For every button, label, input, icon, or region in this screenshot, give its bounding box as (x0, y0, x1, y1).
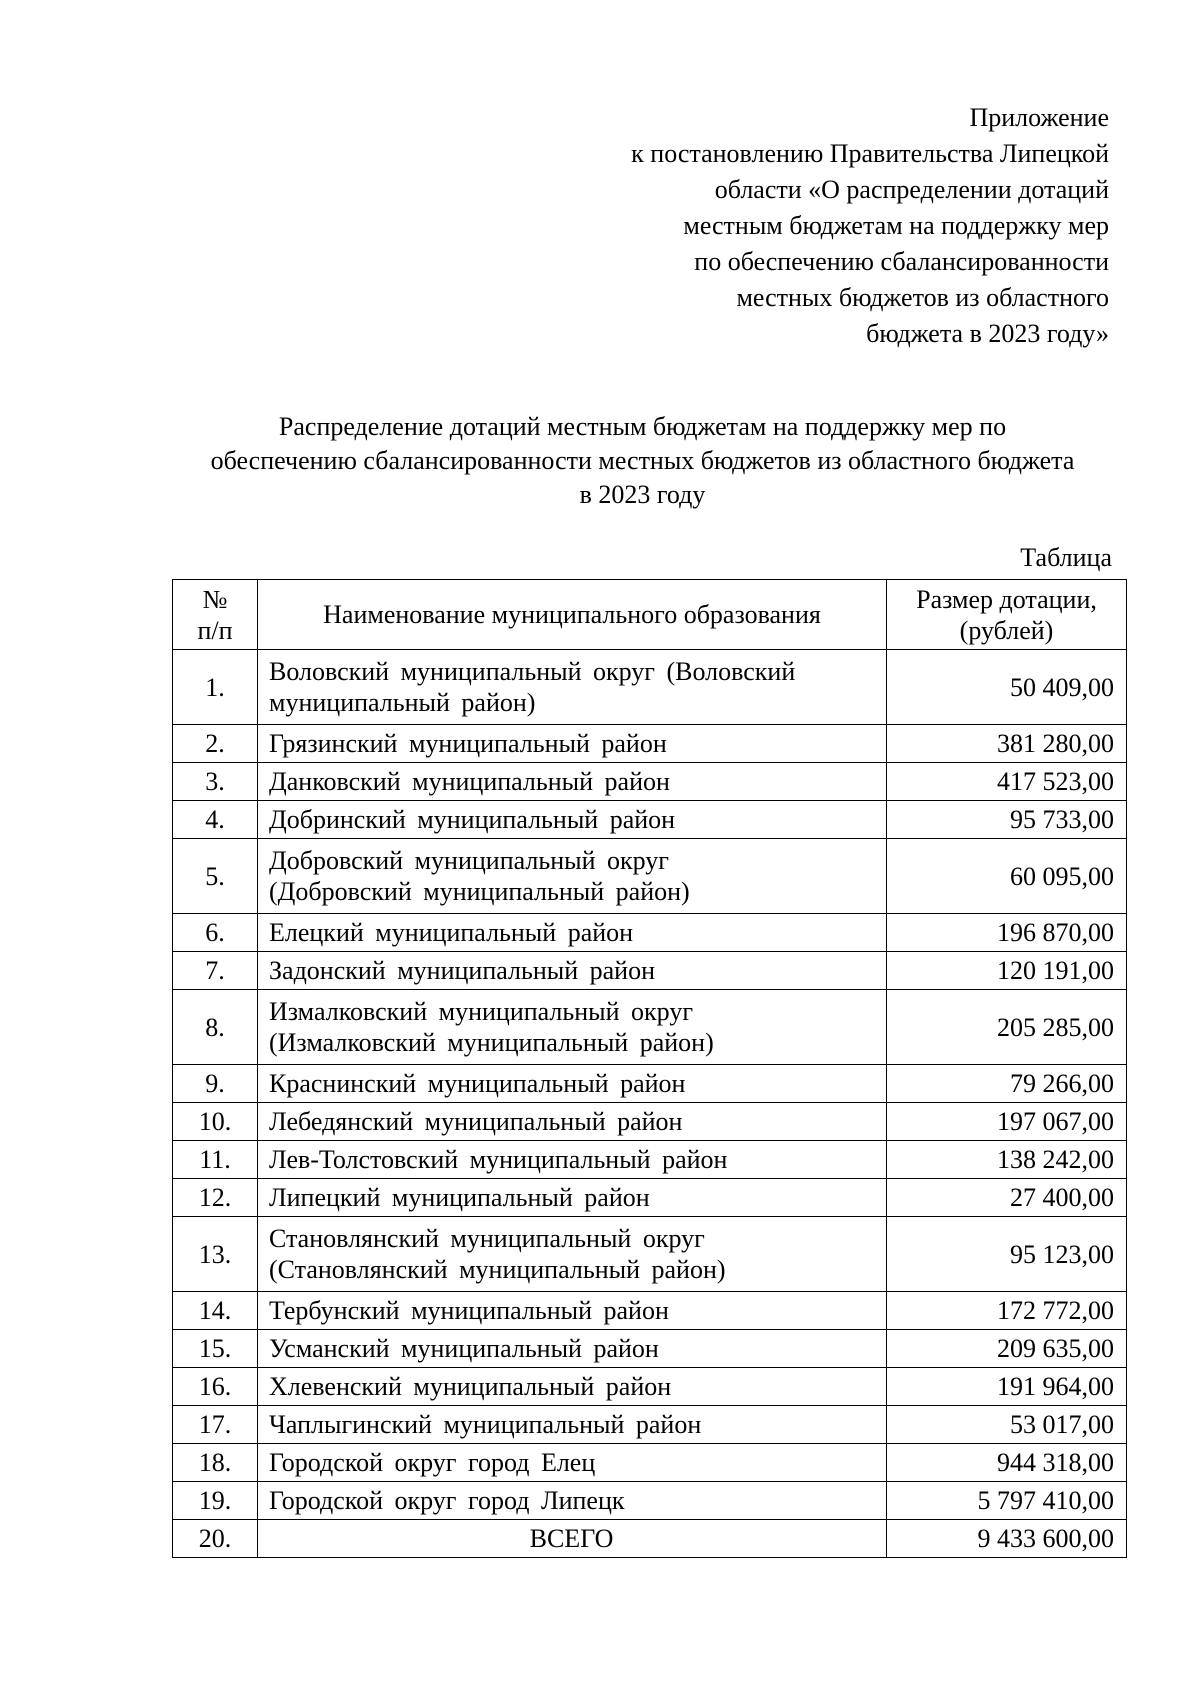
appendix-line: области «О распределении дотаций (714, 175, 1109, 204)
row-name (258, 839, 887, 914)
table-row (173, 1444, 1127, 1482)
row-name: Чаплыгинский муниципальный район (258, 1406, 887, 1444)
row-number: 12. (173, 1179, 258, 1217)
row-amount: 172 772,00 (887, 1292, 1127, 1330)
row-amount: 50 409,00 (887, 650, 1127, 725)
row-name-line: муниципальный район) (269, 688, 536, 717)
row-amount: 191 964,00 (887, 1368, 1127, 1406)
total-row (173, 1520, 1127, 1558)
row-name: Городской округ город Липецк (258, 1482, 887, 1520)
row-amount: 60 095,00 (887, 839, 1127, 914)
row-amount: 944 318,00 (887, 1444, 1127, 1482)
row-name: Лебедянский муниципальный район (258, 1103, 887, 1141)
row-number: 5. (173, 839, 258, 914)
row-name: Усманский муниципальный район (258, 1330, 887, 1368)
table-header-row (173, 580, 1127, 650)
row-name: Краснинский муниципальный район (258, 1065, 887, 1103)
row-number: 19. (173, 1482, 258, 1520)
row-number: 2. (173, 725, 258, 763)
row-number: 14. (173, 1292, 258, 1330)
row-number: 15. (173, 1330, 258, 1368)
row-name: Хлевенский муниципальный район (258, 1368, 887, 1406)
row-name: Городской округ город Елец (258, 1444, 887, 1482)
row-name-line: Становлянский муниципальный округ (269, 1224, 705, 1253)
row-number: 18. (173, 1444, 258, 1482)
total-number: 20. (173, 1520, 258, 1558)
total-label: ВСЕГО (258, 1520, 887, 1558)
title-line: в 2023 году (579, 480, 706, 509)
row-name: Грязинский муниципальный район (258, 725, 887, 763)
row-number: 3. (173, 763, 258, 801)
row-amount: 197 067,00 (887, 1103, 1127, 1141)
row-name-line: Добровский муниципальный округ (269, 846, 669, 875)
row-number: 7. (173, 952, 258, 990)
title-line: обеспечению сбалансированности местных бюджетов из областного бюджета (210, 446, 1075, 475)
table-row (173, 1482, 1127, 1520)
row-name-line: (Становлянский муниципальный район) (269, 1255, 726, 1284)
row-name (258, 650, 887, 725)
appendix-line: бюджета в 2023 году» (866, 319, 1109, 348)
row-number: 8. (173, 990, 258, 1065)
table-row (173, 1368, 1127, 1406)
table-row (173, 801, 1127, 839)
row-number: 4. (173, 801, 258, 839)
header-number (173, 580, 258, 650)
table-row (173, 725, 1127, 763)
row-number: 9. (173, 1065, 258, 1103)
row-amount: 381 280,00 (887, 725, 1127, 763)
row-amount: 209 635,00 (887, 1330, 1127, 1368)
table-row (173, 914, 1127, 952)
row-name: Задонский муниципальный район (258, 952, 887, 990)
row-amount: 417 523,00 (887, 763, 1127, 801)
row-amount: 205 285,00 (887, 990, 1127, 1065)
appendix-header (631, 100, 1109, 352)
table-row (173, 1103, 1127, 1141)
appendix-line: местным бюджетам на поддержку мер (683, 211, 1109, 240)
row-number: 1. (173, 650, 258, 725)
row-number: 6. (173, 914, 258, 952)
row-name: Лев-Толстовский муниципальный район (258, 1141, 887, 1179)
row-amount: 138 242,00 (887, 1141, 1127, 1179)
row-name: Липецкий муниципальный район (258, 1179, 887, 1217)
allocation-table (172, 579, 1127, 1558)
row-amount: 95 123,00 (887, 1217, 1127, 1292)
row-amount: 5 797 410,00 (887, 1482, 1127, 1520)
row-amount: 79 266,00 (887, 1065, 1127, 1103)
row-number: 16. (173, 1368, 258, 1406)
row-amount: 53 017,00 (887, 1406, 1127, 1444)
table-row (173, 1292, 1127, 1330)
row-name-line: (Измалковский муниципальный район) (269, 1028, 714, 1057)
row-name: Данковский муниципальный район (258, 763, 887, 801)
table-row (173, 1330, 1127, 1368)
row-number: 17. (173, 1406, 258, 1444)
table-row (173, 952, 1127, 990)
title-line: Распределение дотаций местным бюджетам на поддержку мер по (278, 412, 1007, 441)
table-row (173, 1179, 1127, 1217)
row-name (258, 1217, 887, 1292)
row-number: 13. (173, 1217, 258, 1292)
row-name (258, 990, 887, 1065)
table-row (173, 1141, 1127, 1179)
appendix-line: местных бюджетов из областного (736, 283, 1109, 312)
row-amount: 27 400,00 (887, 1179, 1127, 1217)
total-amount: 9 433 600,00 (887, 1520, 1127, 1558)
document-title (160, 410, 1125, 512)
table-row (173, 1217, 1127, 1292)
row-name: Елецкий муниципальный район (258, 914, 887, 952)
header-amount (887, 580, 1127, 650)
row-amount: 95 733,00 (887, 801, 1127, 839)
header-number-abbr: п/п (197, 615, 233, 645)
row-name-line: Измалковский муниципальный округ (269, 997, 694, 1026)
appendix-line: к постановлению Правительства Липецкой (631, 139, 1109, 168)
header-name: Наименование муниципального образования (258, 580, 887, 650)
row-name: Добринский муниципальный район (258, 801, 887, 839)
header-amount-unit: (рублей) (959, 615, 1054, 645)
header-amount-label: Размер дотации, (916, 584, 1097, 614)
table-row (173, 990, 1127, 1065)
table-row (173, 1065, 1127, 1103)
row-name-line: (Добровский муниципальный район) (269, 877, 690, 906)
table-row (173, 650, 1127, 725)
table-row (173, 1406, 1127, 1444)
header-number-symbol: № (202, 584, 228, 614)
appendix-line: Приложение (969, 103, 1109, 132)
table-row (173, 839, 1127, 914)
row-name-line: Воловский муниципальный округ (Воловский (269, 657, 796, 686)
row-name: Тербунский муниципальный район (258, 1292, 887, 1330)
row-number: 11. (173, 1141, 258, 1179)
table-caption: Таблица (1020, 543, 1112, 572)
row-amount: 120 191,00 (887, 952, 1127, 990)
appendix-line: по обеспечению сбалансированности (694, 247, 1109, 276)
row-amount: 196 870,00 (887, 914, 1127, 952)
table-row (173, 763, 1127, 801)
row-number: 10. (173, 1103, 258, 1141)
